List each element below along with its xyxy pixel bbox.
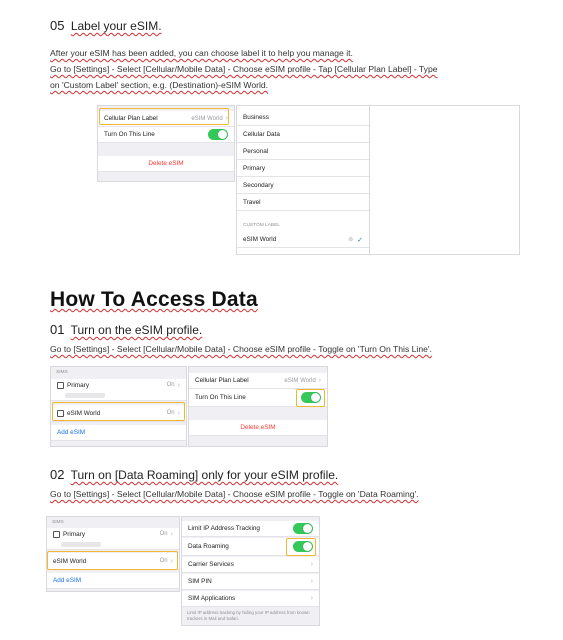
custom-label-value: eSIM World [243, 236, 277, 243]
label-option[interactable]: Cellular Data [237, 127, 369, 143]
instruction-line: on 'Custom Label' section, e.g. (Destination)-eSIM World. [50, 80, 269, 90]
highlight-box [99, 108, 229, 125]
highlight-box [296, 389, 325, 407]
limit-ip-row [182, 521, 319, 537]
clear-icon[interactable]: ⊗ [348, 237, 354, 243]
custom-label-input[interactable] [237, 232, 369, 248]
cellular-plan-label-row[interactable] [189, 373, 327, 389]
label-options-screenshot [236, 105, 370, 255]
label-option[interactable]: Primary [237, 161, 369, 177]
screenshot-blank-area [370, 105, 520, 255]
footnote-text: Limit IP address tracking by hiding your IP address from known trackers in Mail and Safari. [187, 610, 310, 621]
step-title: Turn on the eSIM profile. [70, 323, 203, 337]
step-5-heading [50, 18, 162, 33]
add-esim-link[interactable]: Add eSIM [47, 573, 179, 589]
label-option[interactable]: Secondary [237, 178, 369, 194]
toggle-switch[interactable] [293, 523, 313, 534]
add-esim-link[interactable]: Add eSIM [51, 425, 186, 441]
step-number: 02 [50, 467, 65, 482]
instruction-line: After your eSIM has been added, you can choose label it to help you manage it. [50, 48, 353, 58]
sims-header: SIMS [52, 520, 64, 525]
row-label: SIM Applications [188, 595, 236, 602]
checkmark-icon: ✓ [357, 236, 363, 244]
step-2-heading [50, 467, 338, 482]
sims-header: SIMS [56, 370, 68, 375]
step-number: 01 [50, 322, 65, 337]
highlight-box [52, 402, 185, 421]
redacted-number [65, 393, 105, 398]
row-label: Cellular Plan Label [195, 377, 249, 384]
turn-on-line-row [98, 127, 234, 143]
step-title: Label your eSIM. [70, 19, 162, 33]
sim-state: On [166, 410, 175, 416]
chevron-right-icon: › [177, 409, 180, 417]
custom-label-header: CUSTOM LABEL [243, 223, 280, 228]
sim-state: On [159, 558, 168, 564]
sim-card-icon [53, 531, 60, 538]
section-title: How To Access Data [50, 288, 258, 311]
instruction-line: Go to [Settings] - Select [Cellular/Mobile Data] - Choose eSIM profile - Toggle on 'Turn On This Line'. [50, 344, 432, 354]
chevron-right-icon: › [310, 578, 313, 585]
carrier-services-row[interactable] [182, 557, 319, 573]
sim-name: eSIM World [67, 409, 101, 417]
row-label: Limit IP Address Tracking [188, 525, 260, 532]
row-label: Cellular Plan Label [104, 115, 158, 122]
step-title: Turn on [Data Roaming] only for your eSIM profile. [70, 468, 339, 482]
row-value: eSIM World [284, 377, 316, 384]
redacted-number [61, 542, 101, 547]
highlight-box [47, 551, 178, 570]
chevron-right-icon: › [170, 531, 173, 538]
chevron-right-icon: › [225, 115, 228, 122]
sim-pin-row[interactable] [182, 574, 319, 590]
label-option[interactable]: Travel [237, 195, 369, 211]
row-label: Carrier Services [188, 561, 234, 568]
sim-name: Primary [63, 531, 86, 538]
row-label: Data Roaming [188, 543, 229, 550]
chevron-right-icon: › [310, 595, 313, 602]
sim-name: Primary [67, 382, 90, 389]
label-option[interactable]: Personal [237, 144, 369, 160]
row-label: Turn On This Line [195, 394, 246, 401]
instruction-line: Go to [Settings] - Select [Cellular/Mobile Data] - Choose eSIM profile - Tap [Cellular Plan Label] - Type [50, 64, 438, 74]
delete-esim-button[interactable]: Delete eSIM [98, 156, 234, 172]
row-label: Turn On This Line [104, 131, 155, 138]
sim-card-icon [57, 382, 64, 389]
esim-settings-screenshot [181, 516, 320, 626]
label-option[interactable]: Business [237, 110, 369, 126]
chevron-right-icon: › [170, 557, 173, 565]
sim-state: On [159, 531, 168, 537]
chevron-right-icon: › [310, 561, 313, 568]
row-label: SIM PIN [188, 578, 212, 585]
row-value: eSIM World [191, 115, 223, 122]
toggle-switch[interactable] [208, 129, 228, 140]
sim-name: eSIM World [53, 557, 87, 565]
sim-applications-row[interactable] [182, 591, 319, 607]
chevron-right-icon: › [318, 377, 321, 384]
instruction-line: Go to [Settings] - Select [Cellular/Mobile Data] - Choose eSIM profile - Toggle on 'Data Roaming'. [50, 489, 419, 499]
delete-esim-button[interactable]: Delete eSIM [189, 420, 327, 436]
step-1-heading [50, 322, 202, 337]
step-number: 05 [50, 18, 65, 33]
highlight-box [286, 538, 316, 556]
sim-state: On [166, 382, 175, 388]
chevron-right-icon: › [177, 382, 180, 389]
